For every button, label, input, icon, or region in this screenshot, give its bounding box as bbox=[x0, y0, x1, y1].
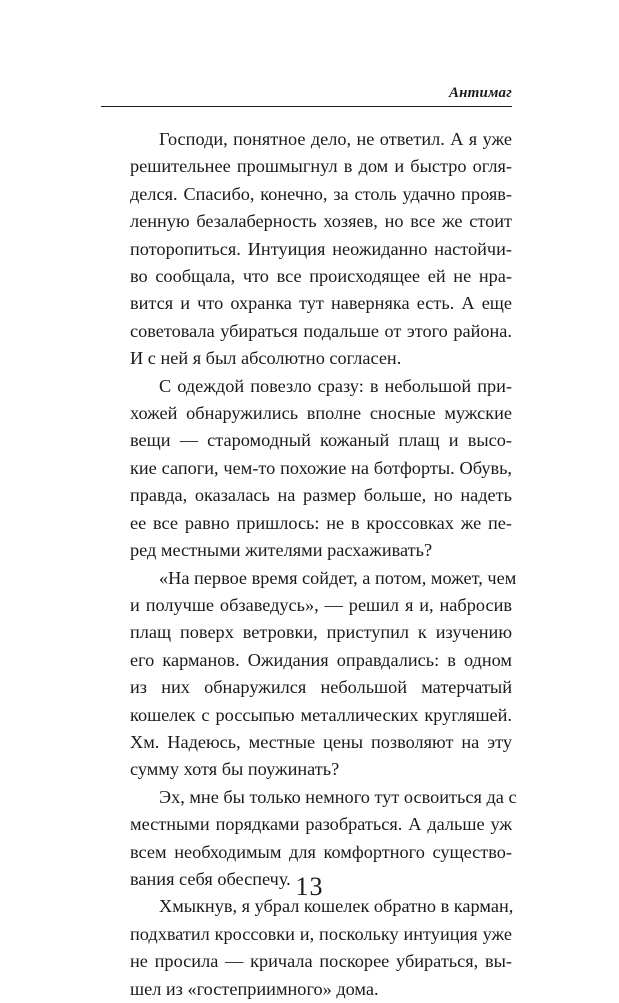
text-line: решительнее прошмыгнул в дом и быстро огля- bbox=[130, 156, 512, 177]
text-line: во сообщала, что все происходящее ей не нра- bbox=[130, 266, 512, 287]
text-line: вания себя обеспечу. bbox=[130, 868, 291, 889]
text-line: делся. Спасибо, конечно, за столь удачно прояв- bbox=[130, 183, 512, 204]
text-line: кие сапоги, чем-то похожие на ботфорты. Обувь, bbox=[130, 457, 512, 478]
text-line: подхватил кроссовки и, поскольку интуиция уже bbox=[130, 923, 512, 944]
text-line: хожей обнаружились вполне сносные мужские bbox=[130, 403, 512, 424]
text-line: Хм. Надеюсь, местные цены позволяют на эту bbox=[130, 731, 512, 752]
text-line: кошелек с россыпью металлических кругляшей. bbox=[130, 704, 512, 725]
text-line: плащ поверх ветровки, приступил к изучению bbox=[130, 622, 512, 643]
page-number: 13 bbox=[295, 872, 324, 901]
text-line: Хмыкнув, я убрал кошелек обратно в карман, bbox=[159, 896, 514, 917]
paragraph bbox=[101, 565, 517, 784]
text-line: Эх, мне бы только немного тут освоиться да с bbox=[159, 786, 517, 807]
text-line: ленную безалаберность хозяев, но все же стоит bbox=[130, 211, 512, 232]
text-line: вещи — старомодный кожаный плащ и высо- bbox=[130, 430, 512, 451]
text-line: И с ней я был абсолютно согласен. bbox=[130, 348, 402, 369]
text-line: всем необходимым для комфортного существо- bbox=[130, 841, 512, 862]
text-line: поторопиться. Интуиция неожиданно настойчи- bbox=[130, 238, 512, 259]
running-head: Антимаг bbox=[448, 85, 512, 101]
header-rule bbox=[101, 106, 512, 107]
text-line: местными порядками разобраться. А дальше уж bbox=[130, 814, 512, 835]
text-line: «На первое время сойдет, а потом, может, чем bbox=[159, 567, 517, 588]
paragraph bbox=[101, 893, 512, 1003]
text-line: Господи, понятное дело, не ответил. А я уже bbox=[159, 129, 512, 149]
paragraph bbox=[101, 373, 512, 565]
text-line: шел из «гостеприимного» дома. bbox=[130, 978, 379, 999]
text-line: советовала убираться подальше от этого района. bbox=[130, 320, 512, 341]
text-line: ее все равно пришлось: не в кроссовках же пе- bbox=[130, 512, 512, 533]
text-line: и получше обзаведусь», — решил я и, набросив bbox=[130, 594, 512, 615]
text-line: его карманов. Ожидания оправдались: в одном bbox=[130, 649, 512, 670]
text-line: вится и что охранка тут наверняка есть. А еще bbox=[130, 293, 512, 314]
text-line: ред местными жителями расхаживать? bbox=[130, 540, 433, 561]
text-line: правда, оказалась на размер больше, но надеть bbox=[130, 485, 512, 506]
text-line: сумму хотя бы поужинать? bbox=[130, 759, 340, 780]
text-line: не просила — кричала поскорее убираться, вы- bbox=[130, 951, 512, 972]
paragraph bbox=[101, 126, 512, 373]
text-line: С одеждой повезло сразу: в небольшой при- bbox=[159, 375, 512, 396]
text-line: из них обнаружился небольшой матерчатый bbox=[130, 677, 512, 698]
